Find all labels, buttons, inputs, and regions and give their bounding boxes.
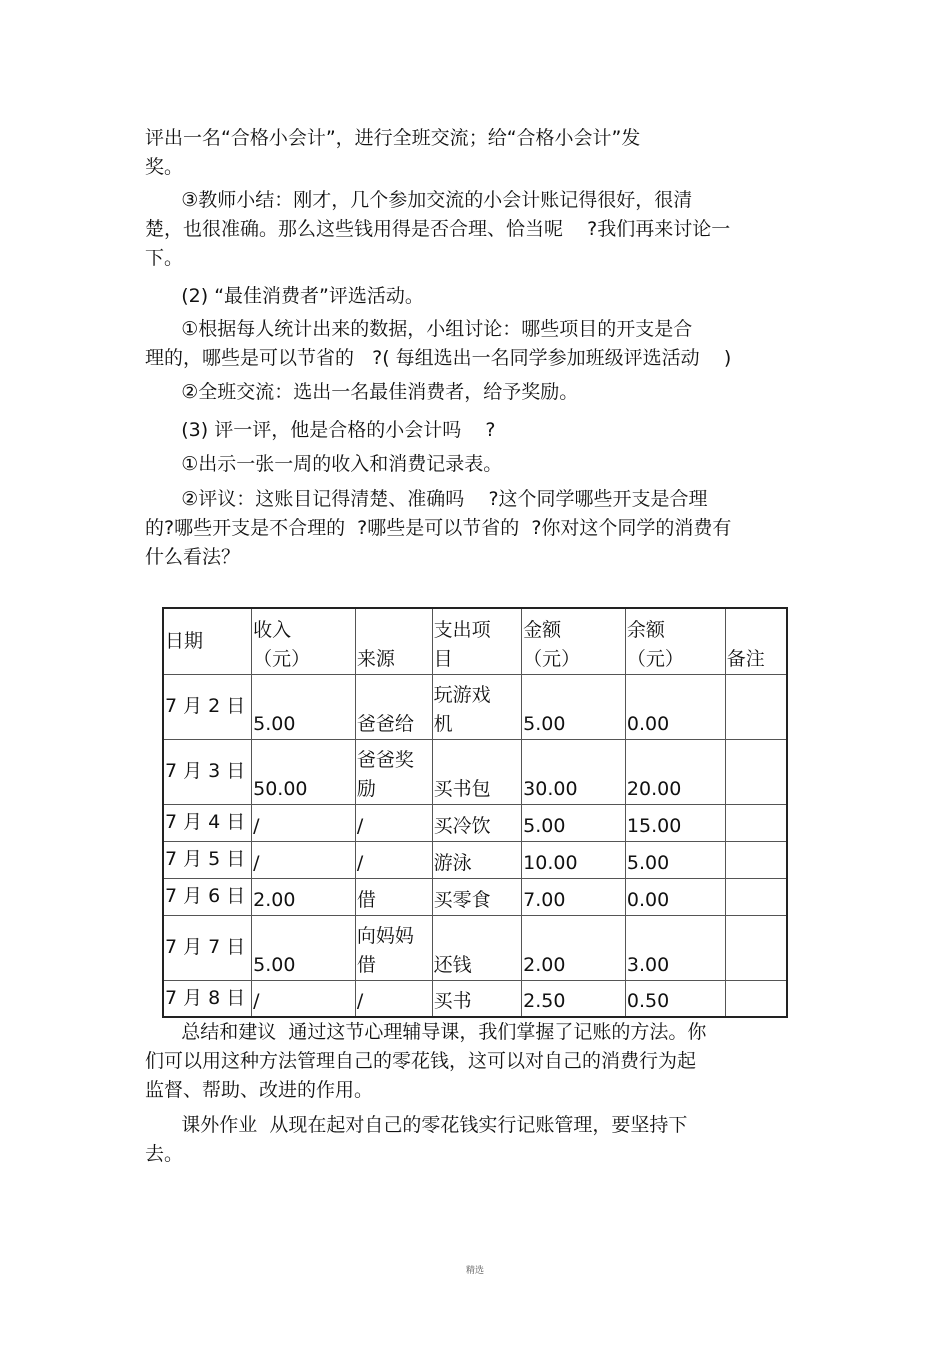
table-cell: 10.00 xyxy=(522,841,626,878)
table-cell xyxy=(725,878,787,915)
table-cell: 5.00 xyxy=(522,804,626,841)
header-cell: 来源 xyxy=(355,608,432,674)
table-cell: 7 月 8 日 xyxy=(163,980,252,1017)
table-cell xyxy=(725,915,787,980)
page-footer: 精选 xyxy=(465,1266,484,1276)
paragraph-award: 评出一名“合格小会计”，进行全班交流；给“合格小会计”发 奖。 xyxy=(145,127,641,178)
table-cell: / xyxy=(355,804,432,841)
table-cell: 买冷饮 xyxy=(432,804,522,841)
table-cell: 买书包 xyxy=(432,739,522,804)
paragraph-class-exchange: ②全班交流：选出一名最佳消费者，给予奖励。 xyxy=(145,381,579,403)
paragraph-conclusion: 总结和建议 通过这节心理辅导课，我们掌握了记账的方法。你 们可以用这种方法管理自己的零花钱，这可以对自己的消费行为起 监督、帮助、改进的作用。 xyxy=(145,1021,707,1101)
table-row xyxy=(163,804,787,841)
table-cell: 0.00 xyxy=(625,878,725,915)
table-row xyxy=(163,878,787,915)
table-cell xyxy=(725,841,787,878)
header-cell: 金额 （元） xyxy=(522,608,626,674)
table-cell: 7.00 xyxy=(522,878,626,915)
table-row xyxy=(163,674,787,739)
table-cell: 2.00 xyxy=(252,878,356,915)
table-row xyxy=(163,739,787,804)
ledger-table xyxy=(162,607,788,1018)
table-cell: 游泳 xyxy=(432,841,522,878)
table-cell: 还钱 xyxy=(432,915,522,980)
table-cell: 20.00 xyxy=(625,739,725,804)
paragraph-homework: 课外作业 从现在起对自己的零花钱实行记账管理，要坚持下 去。 xyxy=(145,1114,688,1165)
paragraph-discussion-questions: ②评议：这账目记得清楚、准确吗 ?这个同学哪些开支是合理 的?哪些开支是不合理的 ?哪些是可以节省的 ?你对这个同学的消费有 什么看法？ xyxy=(145,488,732,568)
paragraph-group-discussion: ①根据每人统计出来的数据，小组讨论：哪些项目的开支是合 理的，哪些是可以节省的 ?( 每组选出一名同学参加班级评选活动 ) xyxy=(145,318,732,369)
table-cell: 30.00 xyxy=(522,739,626,804)
header-cell: 支出项 目 xyxy=(432,608,522,674)
table-cell: 5.00 xyxy=(522,674,626,739)
table-cell: 7 月 4 日 xyxy=(163,804,252,841)
table-cell: 借 xyxy=(355,878,432,915)
table-cell: 7 月 5 日 xyxy=(163,841,252,878)
table-cell: 15.00 xyxy=(625,804,725,841)
table-cell: 5.00 xyxy=(252,915,356,980)
table-row xyxy=(163,980,787,1017)
table-cell: 5.00 xyxy=(625,841,725,878)
table-cell: / xyxy=(355,841,432,878)
header-cell: 备注 xyxy=(725,608,787,674)
header-cell: 日期 xyxy=(163,608,252,674)
table-cell: 向妈妈 借 xyxy=(355,915,432,980)
table-cell: 0.50 xyxy=(625,980,725,1017)
table-cell xyxy=(725,739,787,804)
table-cell: 爸爸给 xyxy=(355,674,432,739)
table-cell: 玩游戏 机 xyxy=(432,674,522,739)
table-cell: 5.00 xyxy=(252,674,356,739)
table-cell xyxy=(725,674,787,739)
table-cell: / xyxy=(252,804,356,841)
header-cell: 余额 （元） xyxy=(625,608,725,674)
table-cell: 2.50 xyxy=(522,980,626,1017)
paragraph-show-record: ①出示一张一周的收入和消费记录表。 xyxy=(145,453,503,475)
table-cell: 7 月 3 日 xyxy=(163,739,252,804)
table-cell: 50.00 xyxy=(252,739,356,804)
table-cell: / xyxy=(252,841,356,878)
paragraph-teacher-summary: ③教师小结：刚才，几个参加交流的小会计账记得很好，很清 楚，也很准确。那么这些钱用得是否合理、恰当呢 ?我们再来讨论一 下。 xyxy=(145,189,731,269)
table-cell: 3.00 xyxy=(625,915,725,980)
table-cell: 0.00 xyxy=(625,674,725,739)
table-cell: / xyxy=(252,980,356,1017)
table-cell: 7 月 7 日 xyxy=(163,915,252,980)
table-cell: 2.00 xyxy=(522,915,626,980)
header-cell: 收入 （元） xyxy=(252,608,356,674)
table-row xyxy=(163,915,787,980)
table-cell: 买书 xyxy=(432,980,522,1017)
table-cell xyxy=(725,804,787,841)
table-header-row xyxy=(163,608,787,674)
table-row xyxy=(163,841,787,878)
table-cell: 7 月 6 日 xyxy=(163,878,252,915)
table-cell: 买零食 xyxy=(432,878,522,915)
table-cell: / xyxy=(355,980,432,1017)
paragraph-best-consumer-heading: (2) “最佳消费者”评选活动。 xyxy=(145,285,424,307)
paragraph-evaluate-heading: (3) 评一评，他是合格的小会计吗 ? xyxy=(145,419,496,441)
table-cell xyxy=(725,980,787,1017)
table-cell: 爸爸奖 励 xyxy=(355,739,432,804)
table-cell: 7 月 2 日 xyxy=(163,674,252,739)
